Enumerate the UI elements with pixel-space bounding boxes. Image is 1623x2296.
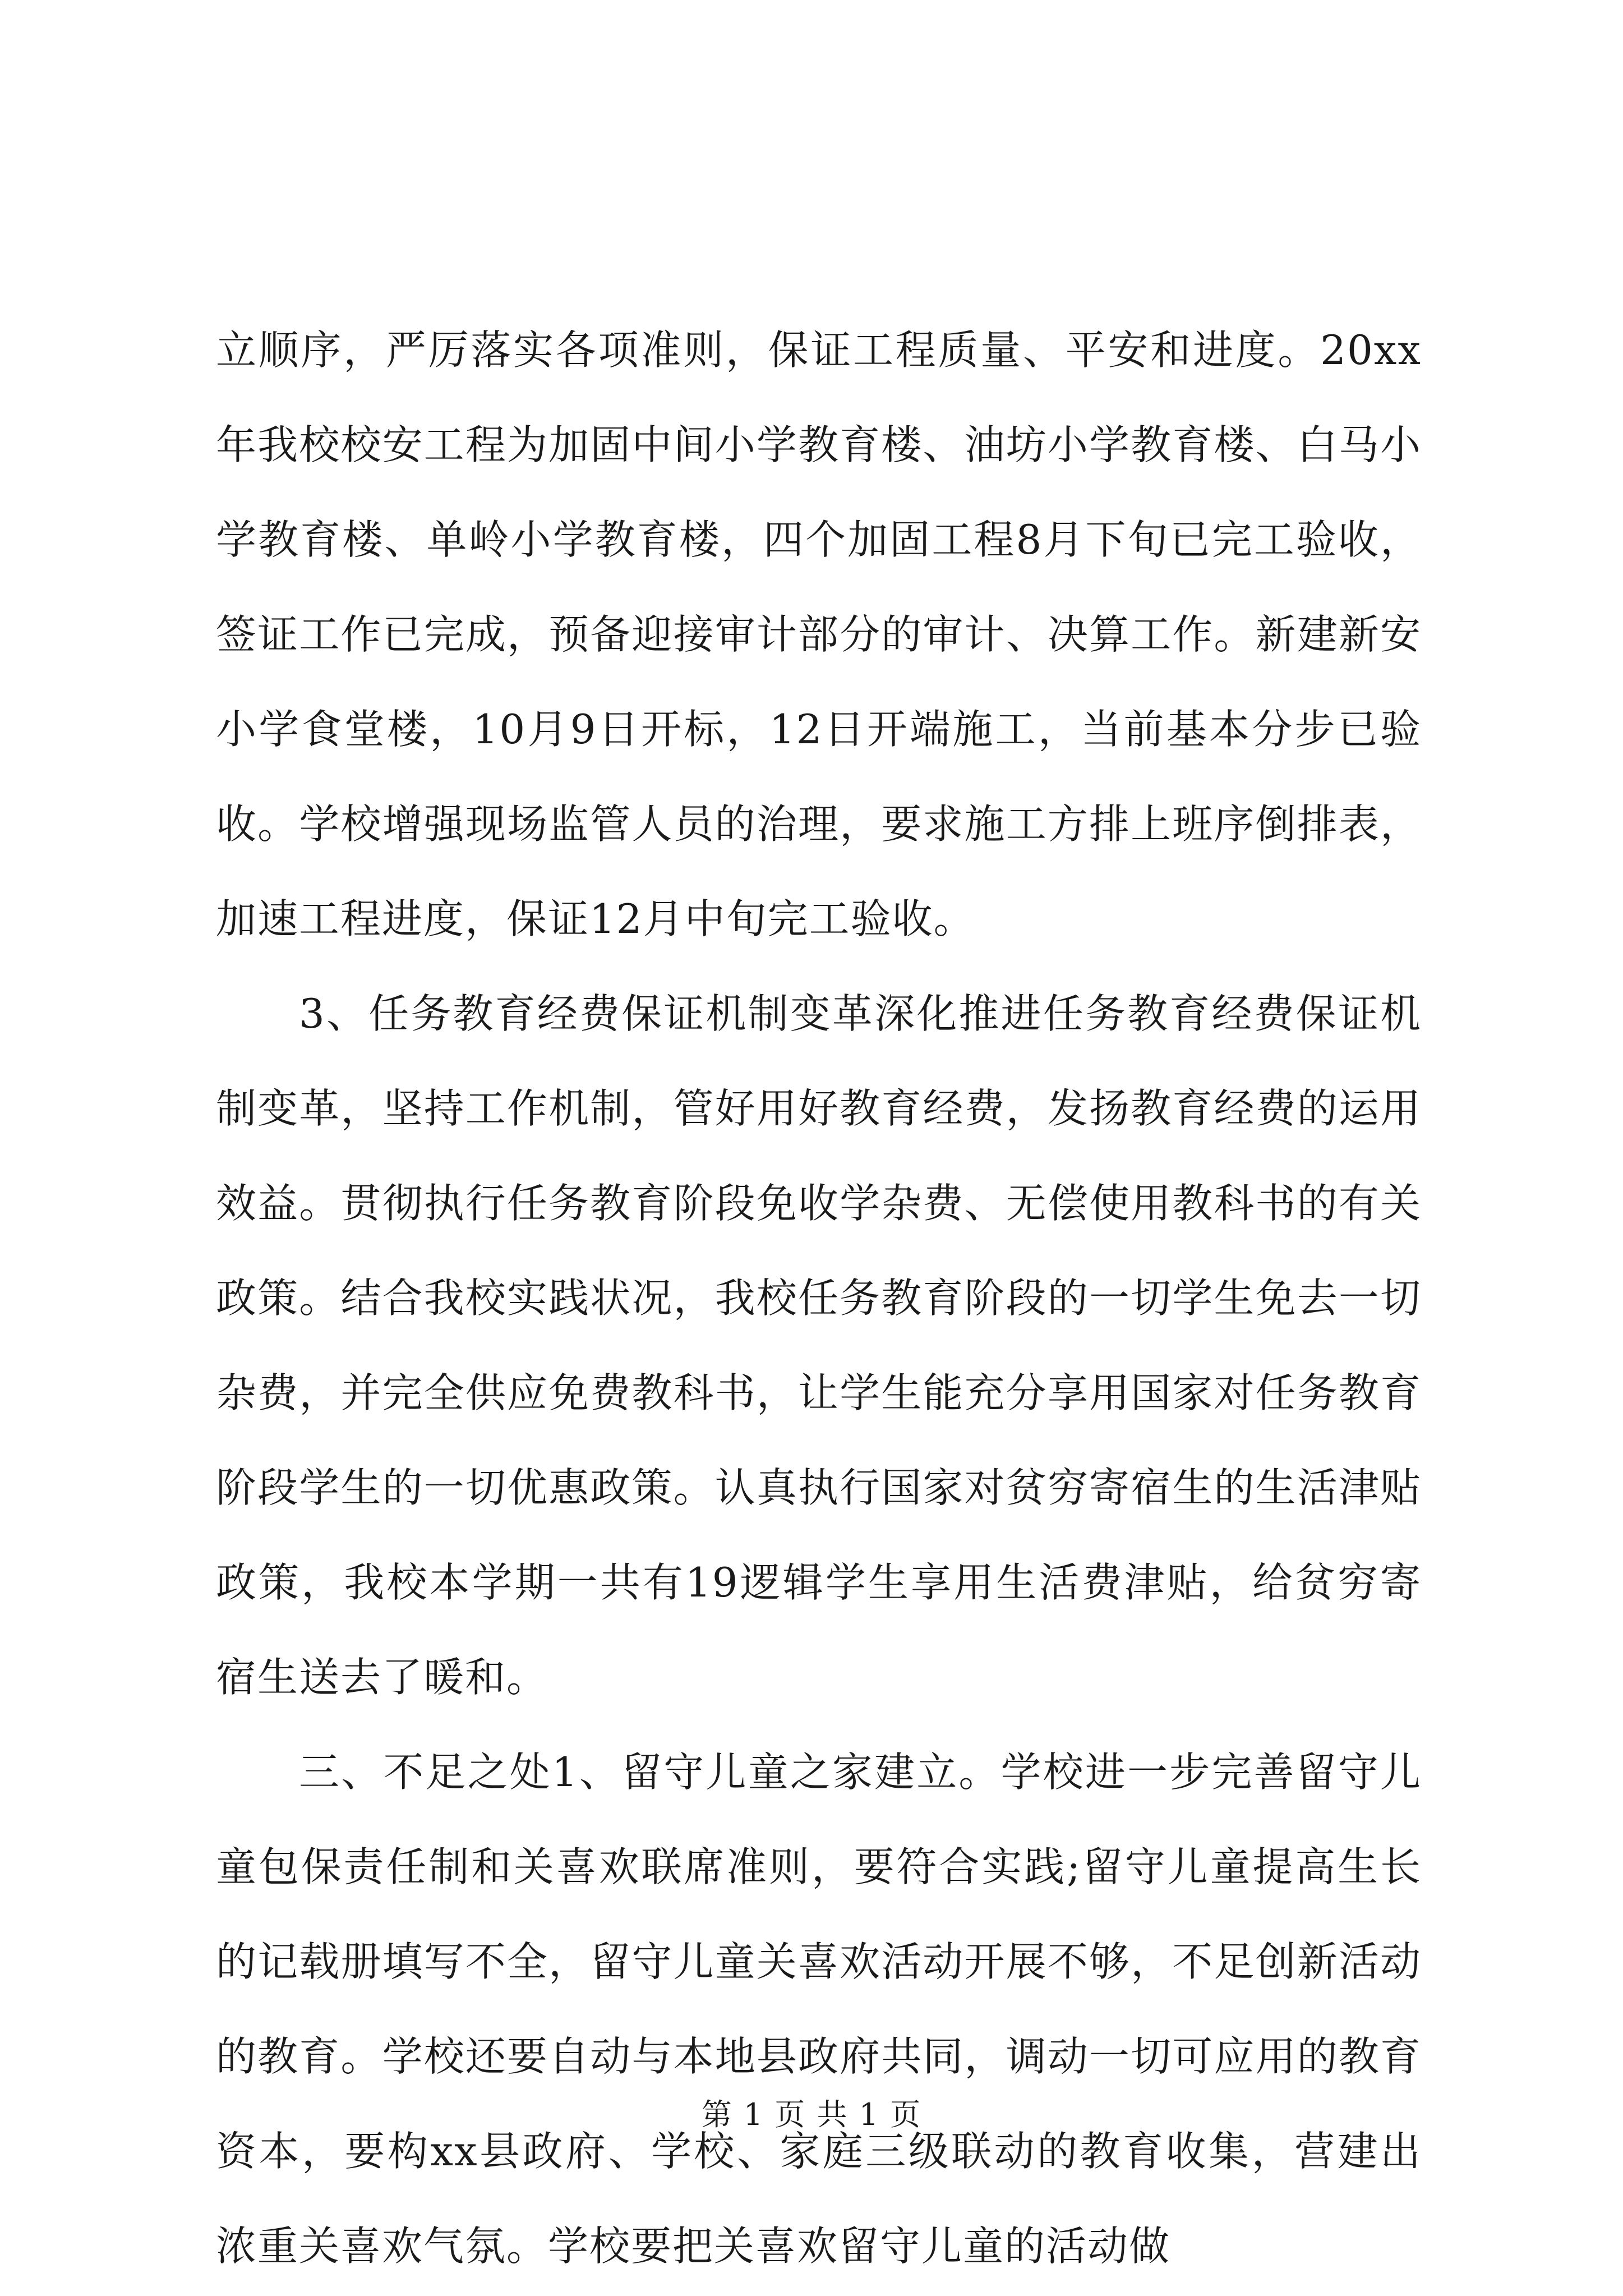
- document-body: [216, 303, 1422, 2294]
- page-footer: [0, 2095, 1623, 2134]
- paragraph-3: 三、不足之处1、留守儿童之家建立。学校进一步完善留守儿童包保责任制和关喜欢联席准则，要符合实践;留守儿童提高生长的记载册填写不全，留守儿童关喜欢活动开展不够，不足创新活动的教育。学校还要自动与本地县政府共同，调动一切可应用的教育资本，要构xx县政府、学校、家庭三级联动的教育收集，营建出浓重关喜欢气氛。学校要把关喜欢留守儿童的活动做: [216, 1749, 1422, 2270]
- paragraph-2: 3、任务教育经费保证机制变革深化推进任务教育经费保证机制变革，坚持工作机制，管好用好教育经费，发扬教育经费的运用效益。贯彻执行任务教育阶段免收学杂费、无偿使用教科书的有关政策。结合我校实践状况，我校任务教育阶段的一切学生免去一切杂费，并完全供应免费教科书，让学生能充分享用国家对任务教育阶段学生的一切优惠政策。认真执行国家对贫穷寄宿生的生活津贴政策，我校本学期一共有19逻辑学生享用生活费津贴，给贫穷寄宿生送去了暖和。: [216, 990, 1422, 1701]
- page-number-label: 第 1 页 共 1 页: [701, 2097, 922, 2132]
- paragraph-1: 立顺序，严厉落实各项准则，保证工程质量、平安和进度。20xx年我校校安工程为加固中间小学教育楼、油坊小学教育楼、白马小学教育楼、单岭小学教育楼，四个加固工程8月下旬已完工验收，签证工作已完成，预备迎接审计部分的审计、决算工作。新建新安小学食堂楼，10月9日开标，12日开端施工，当前基本分步已验收。学校增强现场监管人员的治理，要求施工方排上班序倒排表，加速工程进度，保证12月中旬完工验收。: [216, 326, 1422, 942]
